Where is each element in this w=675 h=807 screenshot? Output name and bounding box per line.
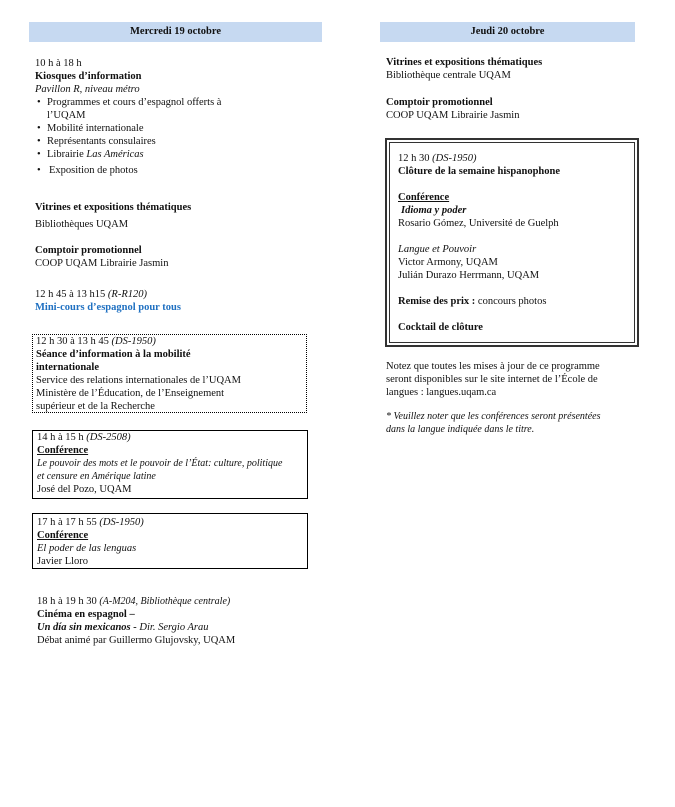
list-item: • Exposition de photos xyxy=(35,164,305,177)
comptoir-section xyxy=(35,244,305,270)
vitrines-text: Bibliothèques UQAM xyxy=(35,219,129,230)
note-line-4: * Veuillez noter que les conférences seront présentées xyxy=(386,411,601,422)
cinema-film: Un día sin mexicanos - Dir. Sergio Arau xyxy=(37,622,209,633)
conf2-speaker: Javier Lloro xyxy=(37,556,89,567)
conf2-label: Conférence xyxy=(37,530,89,541)
comptoir-title: Comptoir promotionnel xyxy=(386,97,493,108)
cloture-speaker-2b: Julián Durazo Herrmann, UQAM xyxy=(398,270,540,281)
seance-box xyxy=(32,334,307,413)
conf1-label: Conférence xyxy=(37,445,89,456)
cinema-section xyxy=(37,595,317,647)
conf1-title: Le pouvoir des mots et le pouvoir de l’État: culture, politique et censure en Amérique latine xyxy=(37,458,283,482)
list-item: • Librairie Las Américas xyxy=(35,148,305,161)
vitrines-text: Bibliothèque centrale UQAM xyxy=(386,70,511,81)
conf2-time: 17 h à 17 h 55 (DS-1950) xyxy=(37,517,144,528)
comptoir-text: COOP UQAM Librairie Jasmin xyxy=(35,258,169,269)
conf1-speaker: José del Pozo, UQAM xyxy=(37,484,132,495)
notes-section xyxy=(386,360,646,436)
conference-box-1 xyxy=(32,430,308,499)
cloture-cocktail: Cocktail de clôture xyxy=(398,322,483,333)
conf2-title: El poder de las lenguas xyxy=(37,543,137,554)
cloture-talk-2: Langue et Pouvoir xyxy=(398,244,477,255)
vitrines-section xyxy=(35,201,305,231)
list-item: • Mobilité internationale xyxy=(35,122,305,135)
cloture-speaker-1: Rosario Gómez, Université de Guelph xyxy=(398,218,559,229)
kiosques-list xyxy=(35,96,305,177)
cinema-title: Cinéma en espagnol – xyxy=(37,609,135,620)
minicours-title: Mini-cours d’espagnol pour tous xyxy=(35,302,181,313)
note-line-3: langues : langues.uqam.ca xyxy=(386,387,497,398)
minicours-section xyxy=(35,288,305,314)
comptoir-title: Comptoir promotionnel xyxy=(35,245,142,256)
cloture-prix: Remise des prix : concours photos xyxy=(398,296,547,307)
vitrines-title: Vitrines et expositions thématiques xyxy=(386,57,543,68)
vitrines-title: Vitrines et expositions thématiques xyxy=(35,202,192,213)
cloture-talk-1: Idioma y poder xyxy=(401,205,467,216)
kiosques-place: Pavillon R, niveau métro xyxy=(35,84,140,95)
seance-time: 12 h 30 à 13 h 45 (DS-1950) xyxy=(36,336,156,347)
comptoir-text: COOP UQAM Librairie Jasmin xyxy=(386,110,520,121)
note-line-5: dans la langue indiquée dans le titre. xyxy=(386,424,535,435)
minicours-time: 12 h 45 à 13 h15 (R-R120) xyxy=(35,289,147,300)
kiosques-section xyxy=(35,57,305,177)
conference-box-2 xyxy=(32,513,308,569)
list-item: • Représentants consulaires xyxy=(35,135,305,148)
day-header-wednesday: Mercredi 19 octobre xyxy=(29,22,322,42)
cloture-speaker-2a: Victor Armony, UQAM xyxy=(398,257,498,268)
conf1-time: 14 h à 15 h (DS-2508) xyxy=(37,432,131,443)
list-item: • Programmes et cours d’espagnol offerts à l’UQAM xyxy=(35,96,305,122)
comptoir-section-right xyxy=(386,96,646,122)
cloture-box xyxy=(386,139,638,346)
seance-title: Séance d’information à la mobilité internationale xyxy=(36,349,191,373)
vitrines-section-right xyxy=(386,56,646,82)
note-line-2: seront disponibles sur le site internet de l’École de xyxy=(386,374,598,385)
note-line-1: Notez que toutes les mises à jour de ce programme xyxy=(386,361,600,372)
kiosques-time: 10 h à 18 h xyxy=(35,58,82,69)
seance-line-1: Service des relations internationales de l’UQAM xyxy=(36,375,241,386)
cinema-debat: Débat animé par Guillermo Glujovsky, UQAM xyxy=(37,635,236,646)
day-header-thursday: Jeudi 20 octobre xyxy=(380,22,635,42)
kiosques-title: Kiosques d’information xyxy=(35,71,142,82)
seance-line-3: supérieur et de la Recherche xyxy=(36,401,155,412)
cloture-title: Clôture de la semaine hispanophone xyxy=(398,166,560,177)
cloture-conf-label: Conférence xyxy=(398,192,450,203)
cloture-time: 12 h 30 (DS-1950) xyxy=(398,153,477,164)
seance-line-2: Ministère de l’Éducation, de l’Enseignement xyxy=(36,388,225,399)
cinema-time: 18 h à 19 h 30 (A-M204, Bibliothèque centrale) xyxy=(37,596,231,607)
